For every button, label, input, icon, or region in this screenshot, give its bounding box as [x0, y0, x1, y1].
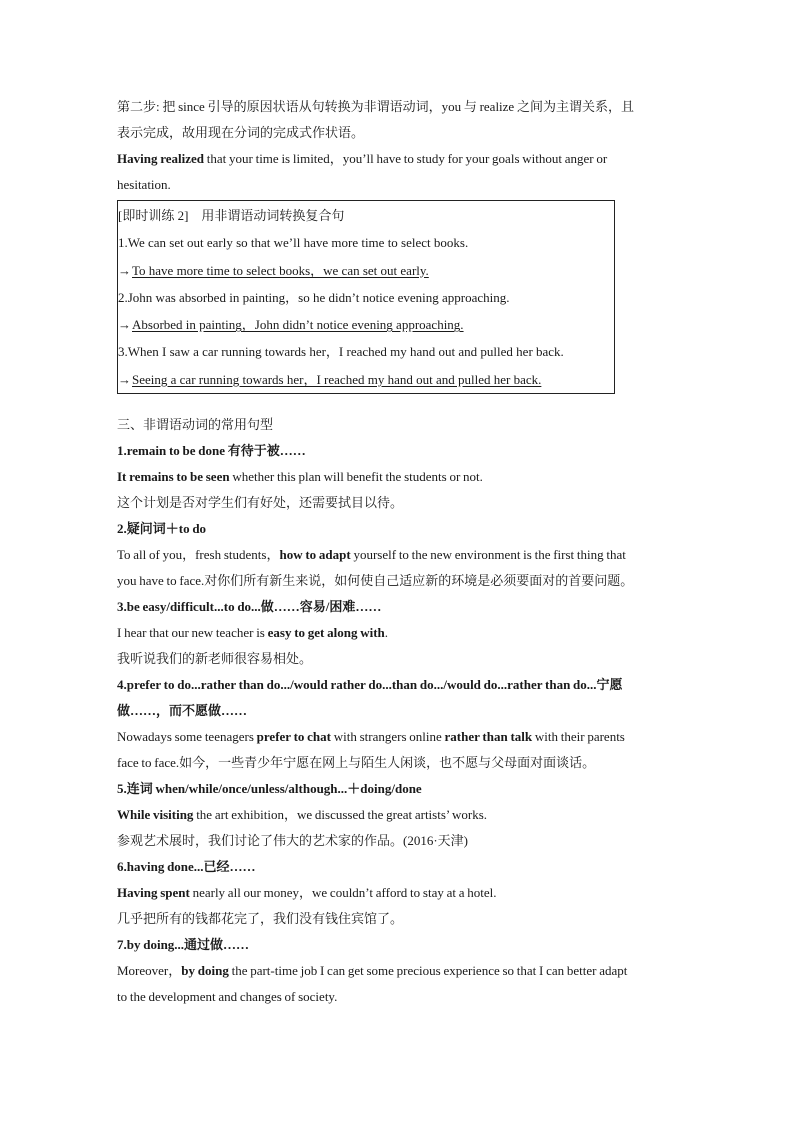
item2-example-line-1	[117, 542, 679, 568]
item4-title-text-1: 4.prefer to do...rather than do.../would rather do...than do.../would do...rather than do...宁愿	[117, 677, 623, 693]
item7-example-line-1	[117, 958, 679, 984]
item3-part-a: I hear that our new teacher is	[117, 625, 268, 641]
item5-title	[117, 776, 679, 802]
item3-part-b: easy to get along with	[267, 625, 385, 641]
item1-title-cn: 有待于被……	[225, 443, 306, 459]
item4-part-b: prefer to chat	[256, 729, 331, 745]
step2-example-line-2: hesitation.	[117, 177, 171, 192]
item5-example-bold: While visiting	[117, 807, 194, 823]
item7-example-line-2: to the development and changes of society.	[117, 989, 338, 1005]
item2-part-a: To all of you，fresh students，	[117, 547, 280, 563]
practice-box	[117, 200, 615, 394]
item3-translation: 我听说我们的新老师很容易相处。	[117, 651, 313, 667]
practice-box-title: [即时训练 2] 用非谓语动词转换复合句	[118, 208, 345, 223]
item6-example-bold: Having spent	[117, 885, 190, 901]
item4-title-line-2	[117, 698, 679, 724]
item5-example-text: the art exhibition，we discussed the great artists’ works.	[193, 807, 488, 823]
section3	[117, 412, 679, 1010]
item4-example-line-1	[117, 724, 679, 750]
practice-answer-3-text: Seeing a car running towards her，I reached my hand out and pulled her back.	[132, 371, 542, 387]
item2-title-text: 2.疑问词＋to do	[117, 521, 207, 537]
item2-part-c: yourself to the new environment is the first thing that	[350, 547, 626, 563]
item4-title-line-1	[117, 672, 679, 698]
item6-translation: 几乎把所有的钱都花完了，我们没有钱住宾馆了。	[117, 911, 404, 927]
item1-example	[117, 464, 679, 490]
step2-example-bold: Having realized	[117, 151, 205, 166]
step2-paragraph	[117, 94, 679, 198]
item1-example-text: whether this plan will benefit the students or not.	[229, 469, 483, 485]
practice-answer-2-text: Absorbed in painting，John didn’t notice evening approaching.	[132, 317, 464, 333]
item4-example-line-2: face to face.如今，一些青少年宁愿在网上与陌生人闲谈，也不愿与父母面对面谈话。	[117, 755, 596, 771]
item4-part-d: rather than talk	[444, 729, 533, 745]
item7-title-text: 7.by doing...通过做……	[117, 937, 250, 953]
practice-question-2: 2.John was absorbed in painting，so he didn’t notice evening approaching.	[118, 289, 510, 305]
item6-title	[117, 854, 679, 880]
item4-part-c: with strangers online	[330, 729, 445, 745]
item6-title-text: 6.having done...已经……	[117, 859, 256, 875]
item2-part-b: how to adapt	[279, 547, 351, 563]
step2-line-1: 第二步: 把 since 引导的原因状语从句转换为非谓语动词，you 与 realize 之间为主谓关系，且	[117, 99, 634, 114]
item2-example-line-2: you have to face.对你们所有新生来说，如何使自己适应新的环境是必须要面对的首要问题。	[117, 573, 634, 589]
practice-answer-2	[118, 311, 614, 338]
item6-example	[117, 880, 679, 906]
item3-title	[117, 594, 679, 620]
item4-title-text-2: 做……，而不愿做……	[117, 703, 248, 719]
step2-example-text: that your time is limited，you’ll have to study for your goals without anger or	[204, 151, 608, 166]
item1-title-bold: 1.remain to be done	[117, 443, 226, 459]
item7-part-c: the part-time job I can get some precious experience so that I can better adapt	[228, 963, 628, 979]
arrow-right-icon: →	[118, 371, 131, 387]
item4-part-e: with their parents	[532, 729, 625, 745]
item5-example	[117, 802, 679, 828]
item7-title	[117, 932, 679, 958]
item3-example	[117, 620, 679, 646]
item7-part-b: by doing	[181, 963, 229, 979]
item3-title-text: 3.be easy/difficult...to do...做……容易/困难……	[117, 599, 382, 615]
item5-title-text: 5.连词 when/while/once/unless/although...＋doing/done	[117, 781, 422, 797]
arrow-right-icon: →	[118, 317, 131, 333]
practice-answer-3	[118, 366, 614, 393]
item6-example-text: nearly all our money，we couldn’t afford to stay at a hotel.	[189, 885, 497, 901]
practice-question-1: 1.We can set out early so that we’ll have more time to select books.	[118, 235, 469, 251]
item1-example-bold: It remains to be seen	[117, 469, 230, 485]
practice-answer-1	[118, 257, 614, 284]
item2-title	[117, 516, 679, 542]
practice-question-3: 3.When I saw a car running towards her，I reached my hand out and pulled her back.	[118, 344, 564, 360]
arrow-right-icon: →	[118, 262, 131, 278]
item3-part-c: .	[384, 625, 389, 641]
practice-answer-1-text: To have more time to select books，we can set out early.	[132, 262, 429, 278]
step2-line-2: 表示完成，故用现在分词的完成式作状语。	[117, 125, 365, 140]
document-content	[117, 94, 679, 1010]
item4-part-a: Nowadays some teenagers	[117, 729, 257, 745]
item1-title	[117, 438, 679, 464]
item1-translation: 这个计划是否对学生们有好处，还需要拭目以待。	[117, 495, 404, 511]
step2-example-line-1	[117, 146, 679, 172]
item7-part-a: Moreover，	[117, 963, 182, 979]
item5-translation: 参观艺术展时，我们讨论了伟大的艺术家的作品。(2016·天津)	[117, 833, 468, 849]
section3-heading: 三、非谓语动词的常用句型	[117, 417, 274, 433]
